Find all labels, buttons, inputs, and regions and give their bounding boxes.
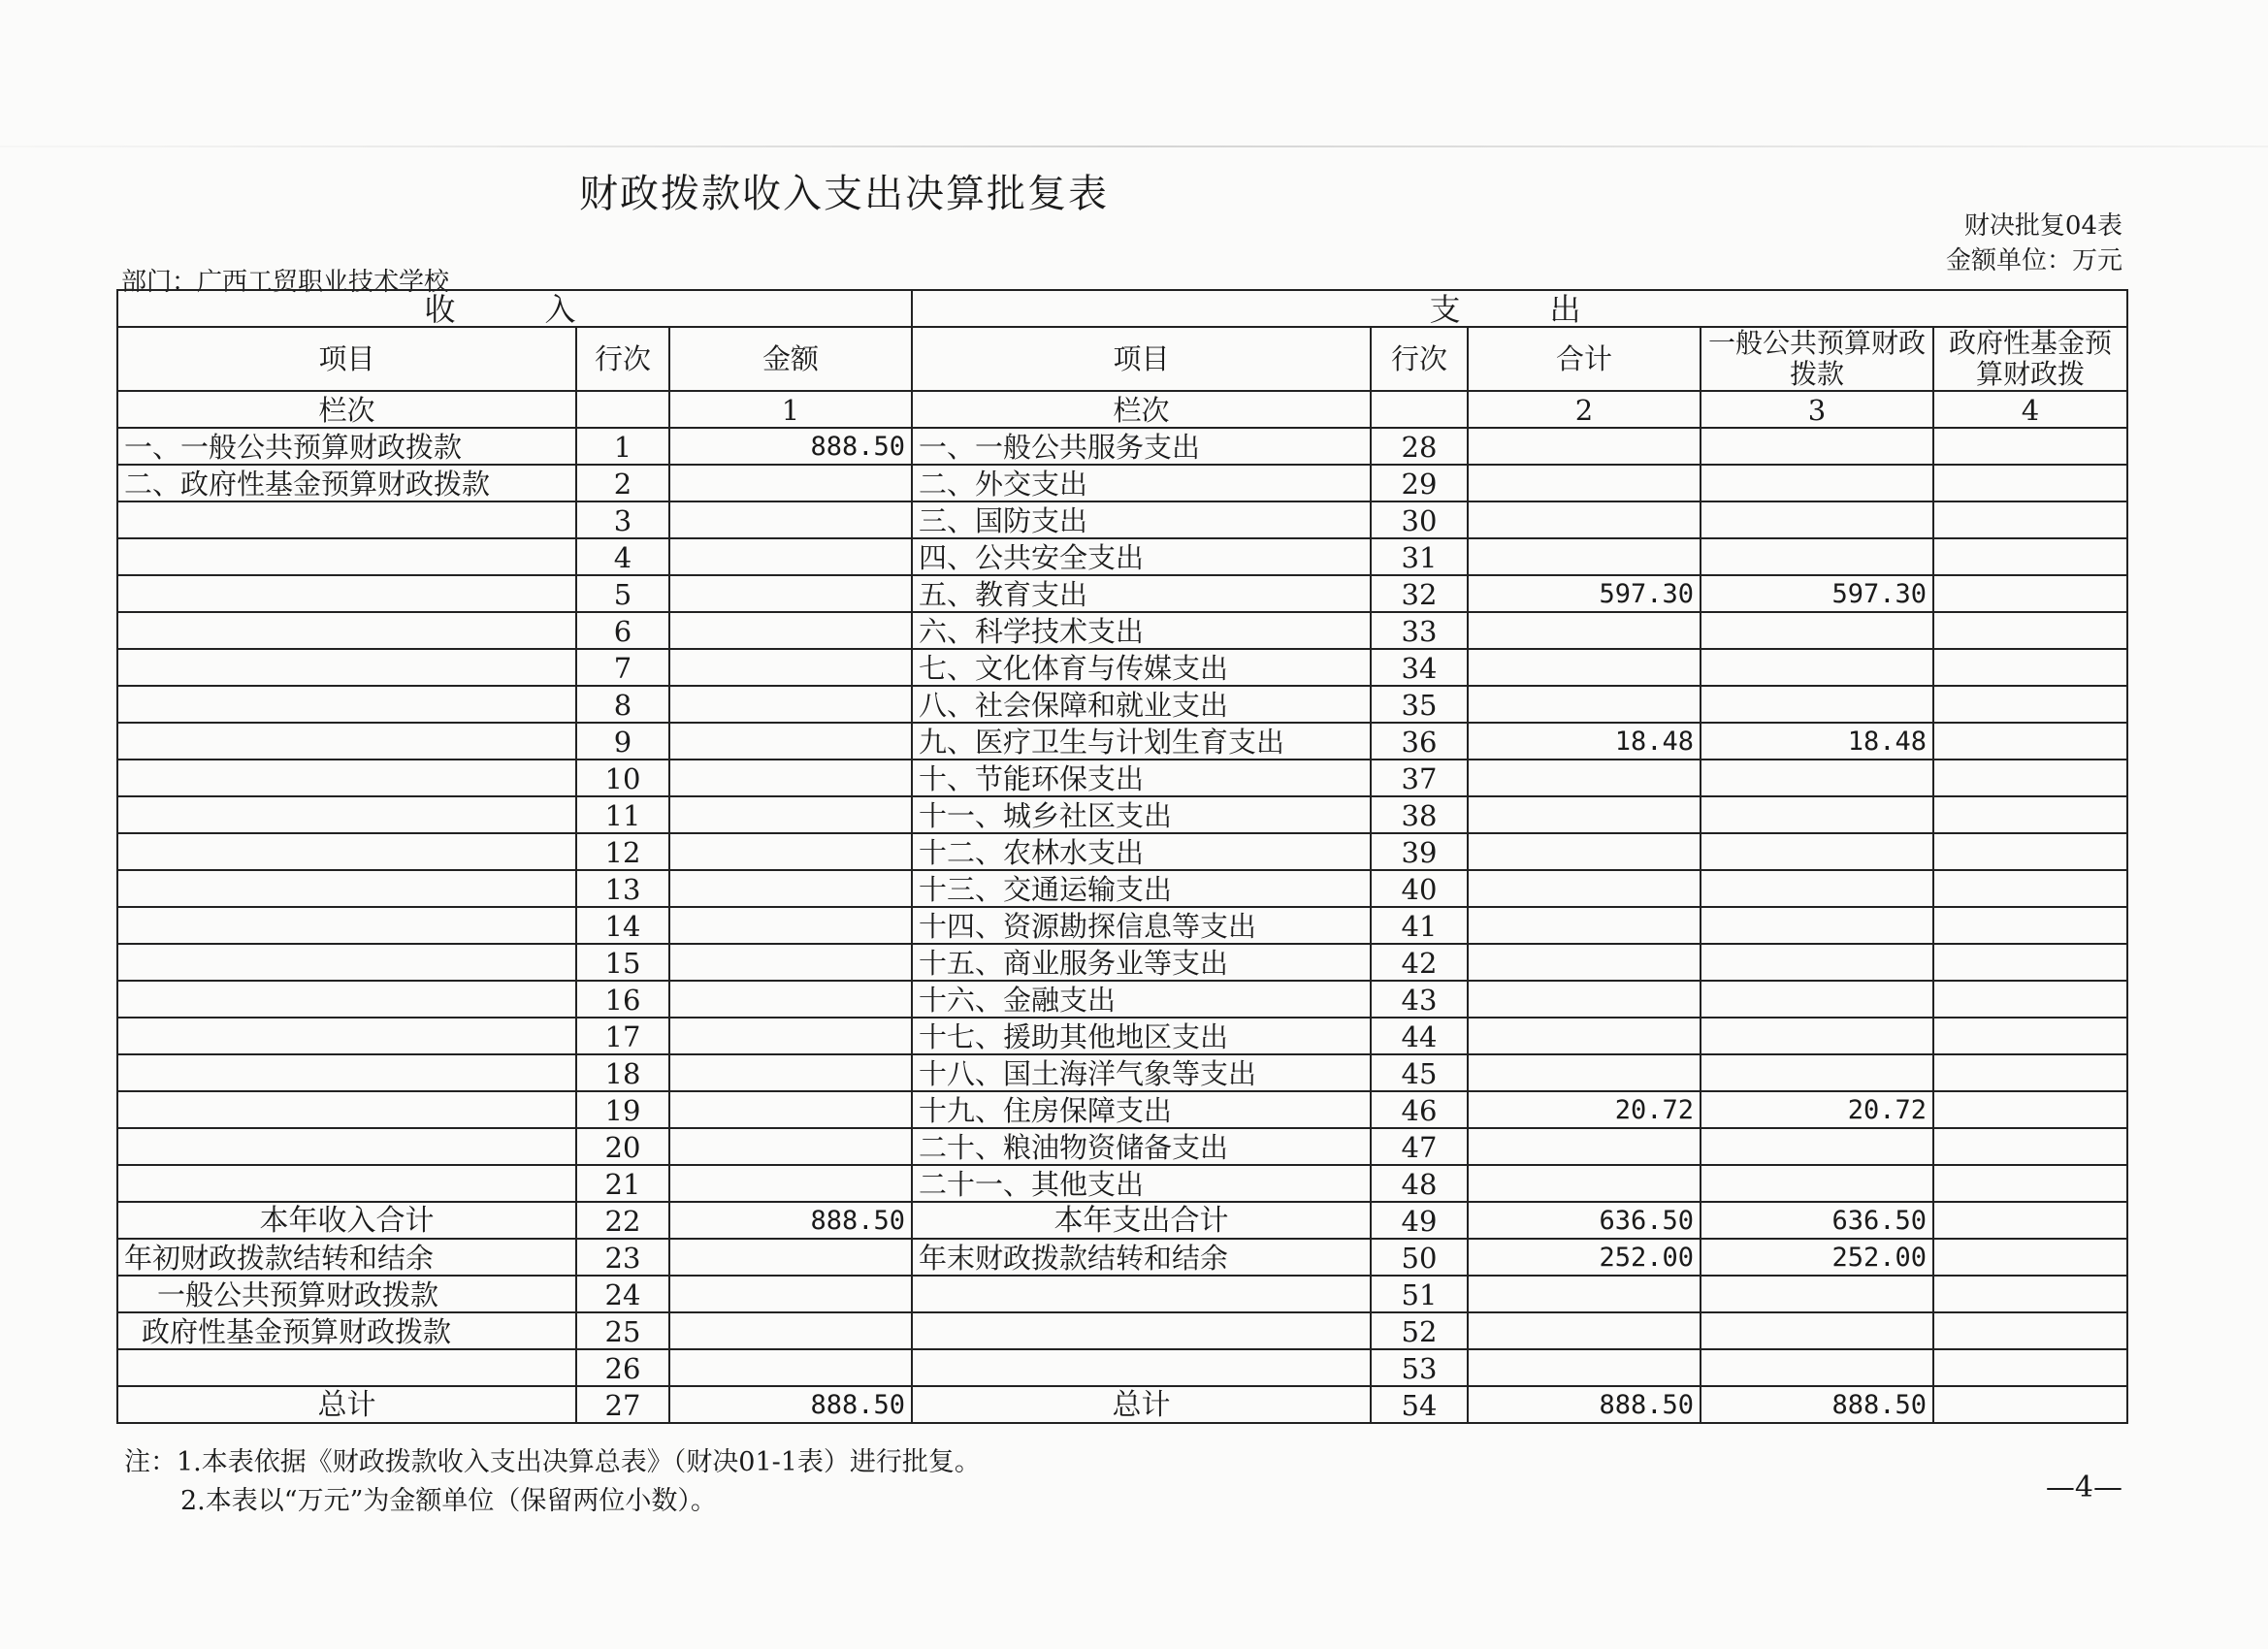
table-row [117,538,2127,575]
table-row [117,1018,2127,1054]
cell-ex-no: 38 [1371,796,1468,833]
income-amount-header: 金额 [669,327,912,391]
carry-out-fund [1933,1239,2127,1276]
cell-in-amt [669,538,912,575]
cell-total: 20.72 [1468,1091,1701,1128]
amount-unit: 金额单位：万元 [1945,246,2122,275]
carry-in-fund-label: 政府性基金预算财政拨款 [117,1312,576,1349]
cell-in-no: 9 [576,723,669,760]
cell-ex-no: 43 [1371,981,1468,1018]
cell-fund [1933,686,2127,723]
cell-in-item [117,907,576,944]
cell-ex-item: 五、教育支出 [912,575,1371,612]
carry-in-general-amount [669,1276,912,1312]
col-number-3: 3 [1701,391,1933,428]
cell-in-item [117,649,576,686]
year-income-total-amount: 888.50 [669,1202,912,1239]
cell-in-no: 17 [576,1018,669,1054]
cell-in-no: 19 [576,1091,669,1128]
cell-total: 18.48 [1468,723,1701,760]
cell-general [1701,686,1933,723]
cell-total [1468,1128,1701,1165]
cell-in-item [117,612,576,649]
cell-ex-no: 45 [1371,1054,1468,1091]
cell-general [1701,833,1933,870]
grand-total-in-no: 27 [576,1386,669,1423]
cell-in-amt [669,501,912,538]
year-expense-total-no: 49 [1371,1202,1468,1239]
table-row [117,686,2127,723]
footnote-2: 2.本表以“万元”为金额单位（保留两位小数）。 [180,1486,717,1516]
cell-fund [1933,907,2127,944]
cell-ex-item: 十三、交通运输支出 [912,870,1371,907]
grand-total-in-amount: 888.50 [669,1386,912,1423]
expense-section-header: 支 出 [912,290,2127,327]
carry-out-general: 252.00 [1701,1239,1933,1276]
cell-total [1468,428,1701,465]
cell-in-no: 6 [576,612,669,649]
cell-in-item [117,1054,576,1091]
cell-general [1701,796,1933,833]
cell-general [1701,944,1933,981]
table-row [117,649,2127,686]
cell-total [1468,649,1701,686]
carry-in-amount [669,1239,912,1276]
cell-general [1701,649,1933,686]
table-row [117,612,2127,649]
cell-general [1701,1054,1933,1091]
carry-out-total: 252.00 [1468,1239,1701,1276]
form-number: 财决批复04表 [1963,211,2122,241]
year-income-total-no: 22 [576,1202,669,1239]
cell-general: 597.30 [1701,575,1933,612]
grand-total-row [117,1386,2127,1423]
cell-in-amt [669,1091,912,1128]
footnotes [124,1443,981,1521]
carry-in-fund-amount [669,1312,912,1349]
carry-fund-row [117,1312,2127,1349]
year-expense-total-label: 本年支出合计 [912,1202,1371,1239]
cell-total [1468,1018,1701,1054]
cell-in-no: 12 [576,833,669,870]
cell-ex-item: 七、文化体育与传媒支出 [912,649,1371,686]
cell-ex-no: 33 [1371,612,1468,649]
cell-in-no: 7 [576,649,669,686]
cell-fund [1933,944,2127,981]
cell-total [1468,981,1701,1018]
table-row [117,1091,2127,1128]
cell-in-no: 2 [576,465,669,501]
cell-in-no: 10 [576,760,669,796]
cell-ex-no: 31 [1371,538,1468,575]
cell-in-no: 11 [576,796,669,833]
cell-general [1701,1128,1933,1165]
cell-ex-item: 九、医疗卫生与计划生育支出 [912,723,1371,760]
cell-fund [1933,649,2127,686]
cell-general [1701,465,1933,501]
cell-in-item [117,538,576,575]
cell-in-no: 16 [576,981,669,1018]
carry-in-general-label: 一般公共预算财政拨款 [117,1276,576,1312]
col-number-1: 1 [669,391,912,428]
col-label-right: 栏次 [912,391,1371,428]
col-number-4: 4 [1933,391,2127,428]
expense-item-header: 项目 [912,327,1371,391]
cell-fund [1933,723,2127,760]
cell-fund [1933,760,2127,796]
cell-fund [1933,538,2127,575]
cell-ex-item: 四、公共安全支出 [912,538,1371,575]
cell-ex-item: 十六、金融支出 [912,981,1371,1018]
cell-ex-no: 28 [1371,428,1468,465]
cell-ex-item: 十五、商业服务业等支出 [912,944,1371,981]
cell-in-item [117,1128,576,1165]
cell-ex-no: 37 [1371,760,1468,796]
cell-ex-item: 二十一、其他支出 [912,1165,1371,1202]
cell-fund [1933,1128,2127,1165]
carry-in-fund-no: 25 [576,1312,669,1349]
cell-total [1468,796,1701,833]
cell-general [1701,981,1933,1018]
col-number-2: 2 [1468,391,1701,428]
income-row-no-header: 行次 [576,327,669,391]
cell-ex-item: 十、节能环保支出 [912,760,1371,796]
cell-ex-no: 47 [1371,1128,1468,1165]
cell-ex-no: 39 [1371,833,1468,870]
table-row [117,501,2127,538]
table-row [117,1054,2127,1091]
cell-general [1701,1165,1933,1202]
cell-in-amt: 888.50 [669,428,912,465]
cell-ex-item: 十七、援助其他地区支出 [912,1018,1371,1054]
cell-general [1701,428,1933,465]
cell-ex-item: 十八、国土海洋气象等支出 [912,1054,1371,1091]
cell-general: 18.48 [1701,723,1933,760]
cell-total [1468,686,1701,723]
grand-total-in-label: 总计 [117,1386,576,1423]
cell-in-item [117,760,576,796]
cell-general [1701,538,1933,575]
cell-in-no: 4 [576,538,669,575]
grand-total-out-label: 总计 [912,1386,1371,1423]
cell-ex-no: 34 [1371,649,1468,686]
table-row [117,907,2127,944]
cell-in-no: 18 [576,1054,669,1091]
cell-fund [1933,428,2127,465]
cell-in-amt [669,944,912,981]
cell-total [1468,538,1701,575]
footnote-1: 注：1.本表依据《财政拨款收入支出决算总表》（财决01-1表）进行批复。 [124,1447,981,1477]
cell-general: 20.72 [1701,1091,1933,1128]
cell-ex-item: 十九、住房保障支出 [912,1091,1371,1128]
cell-total [1468,501,1701,538]
cell-total [1468,833,1701,870]
column-number-row [117,391,2127,428]
cell-in-amt [669,833,912,870]
cell-in-amt [669,1165,912,1202]
cell-ex-item: 十二、农林水支出 [912,833,1371,870]
cell-ex-item: 二、外交支出 [912,465,1371,501]
column-header-row [117,327,2127,391]
cell-fund [1933,612,2127,649]
cell-ex-item: 二十、粮油物资储备支出 [912,1128,1371,1165]
cell-total: 597.30 [1468,575,1701,612]
cell-fund [1933,1091,2127,1128]
cell-in-item [117,944,576,981]
cell-ex-no: 32 [1371,575,1468,612]
cell-fund [1933,870,2127,907]
table-row [117,723,2127,760]
cell-in-amt [669,1018,912,1054]
general-budget-header: 一般公共预算财政拨款 [1701,327,1933,391]
row-52-no: 52 [1371,1312,1468,1349]
cell-in-no: 20 [576,1128,669,1165]
cell-in-amt [669,1128,912,1165]
cell-fund [1933,833,2127,870]
cell-in-amt [669,465,912,501]
cell-fund [1933,575,2127,612]
table-row [117,575,2127,612]
table-row [117,465,2127,501]
cell-in-no: 13 [576,870,669,907]
cell-general [1701,907,1933,944]
cell-general [1701,760,1933,796]
fund-budget-header: 政府性基金预算财政拨 [1933,327,2127,391]
cell-total [1468,944,1701,981]
cell-general [1701,870,1933,907]
table-row [117,1128,2127,1165]
cell-ex-no: 35 [1371,686,1468,723]
cell-ex-item: 八、社会保障和就业支出 [912,686,1371,723]
cell-in-item [117,686,576,723]
cell-fund [1933,796,2127,833]
cell-fund [1933,1165,2127,1202]
table-row [117,981,2127,1018]
cell-in-amt [669,575,912,612]
table-row [117,796,2127,833]
cell-in-amt [669,686,912,723]
cell-total [1468,1054,1701,1091]
income-item-header: 项目 [117,327,576,391]
cell-in-amt [669,796,912,833]
cell-ex-no: 30 [1371,501,1468,538]
page-number: —4— [2045,1471,2122,1504]
total-header: 合计 [1468,327,1701,391]
expense-row-no-header: 行次 [1371,327,1468,391]
cell-fund [1933,1054,2127,1091]
cell-in-no: 3 [576,501,669,538]
row-26-no: 26 [576,1349,669,1386]
carry-out-no: 50 [1371,1239,1468,1276]
cell-in-amt [669,649,912,686]
cell-in-amt [669,760,912,796]
grand-total-out-no: 54 [1371,1386,1468,1423]
year-income-total-label: 本年收入合计 [117,1202,576,1239]
cell-fund [1933,1018,2127,1054]
table-row [117,870,2127,907]
cell-ex-no: 36 [1371,723,1468,760]
carry-in-label: 年初财政拨款结转和结余 [117,1239,576,1276]
cell-in-item [117,501,576,538]
carry-general-row [117,1276,2127,1312]
col-label-left: 栏次 [117,391,576,428]
cell-in-no: 8 [576,686,669,723]
cell-in-item [117,575,576,612]
cell-in-item: 一、一般公共预算财政拨款 [117,428,576,465]
cell-ex-item: 六、科学技术支出 [912,612,1371,649]
cell-total [1468,870,1701,907]
cell-in-no: 21 [576,1165,669,1202]
cell-in-item [117,1165,576,1202]
carry-out-label: 年末财政拨款结转和结余 [912,1239,1371,1276]
cell-ex-no: 44 [1371,1018,1468,1054]
cell-in-amt [669,612,912,649]
cell-total [1468,760,1701,796]
cell-fund [1933,465,2127,501]
cell-in-no: 14 [576,907,669,944]
cell-in-amt [669,1054,912,1091]
row-51-no: 51 [1371,1276,1468,1312]
grand-total-out-general: 888.50 [1701,1386,1933,1423]
budget-table [116,289,2128,1424]
income-section-header: 收 入 [117,290,912,327]
cell-general [1701,612,1933,649]
table-row [117,1165,2127,1202]
cell-in-item: 二、政府性基金预算财政拨款 [117,465,576,501]
carry-in-no: 23 [576,1239,669,1276]
cell-ex-no: 40 [1371,870,1468,907]
cell-in-no: 1 [576,428,669,465]
table-row [117,944,2127,981]
table-row [117,833,2127,870]
cell-total [1468,907,1701,944]
cell-general [1701,501,1933,538]
cell-in-amt [669,907,912,944]
cell-total [1468,465,1701,501]
grand-total-out-total: 888.50 [1468,1386,1701,1423]
blank-row [117,1349,2127,1386]
cell-in-item [117,870,576,907]
cell-ex-no: 46 [1371,1091,1468,1128]
grand-total-out-fund [1933,1386,2127,1423]
cell-fund [1933,501,2127,538]
cell-in-no: 15 [576,944,669,981]
cell-in-no: 5 [576,575,669,612]
cell-general [1701,1018,1933,1054]
cell-in-item [117,796,576,833]
cell-fund [1933,981,2127,1018]
cell-ex-item: 一、一般公共服务支出 [912,428,1371,465]
cell-in-item [117,981,576,1018]
cell-in-amt [669,981,912,1018]
cell-ex-no: 29 [1371,465,1468,501]
cell-ex-no: 42 [1371,944,1468,981]
cell-ex-item: 三、国防支出 [912,501,1371,538]
table-row [117,428,2127,465]
table-row [117,760,2127,796]
year-expense-general: 636.50 [1701,1202,1933,1239]
cell-in-item [117,1091,576,1128]
page-title: 财政拨款收入支出决算批复表 [579,172,1109,216]
year-total-row [117,1202,2127,1239]
cell-in-item [117,1018,576,1054]
cell-ex-no: 41 [1371,907,1468,944]
row-53-no: 53 [1371,1349,1468,1386]
cell-in-amt [669,870,912,907]
carry-in-general-no: 24 [576,1276,669,1312]
cell-in-item [117,723,576,760]
cell-ex-no: 48 [1371,1165,1468,1202]
cell-total [1468,1165,1701,1202]
year-expense-total: 636.50 [1468,1202,1701,1239]
section-header-row [117,290,2127,327]
cell-ex-item: 十一、城乡社区支出 [912,796,1371,833]
cell-total [1468,612,1701,649]
cell-ex-item: 十四、资源勘探信息等支出 [912,907,1371,944]
cell-in-item [117,833,576,870]
carry-over-row [117,1239,2127,1276]
cell-in-amt [669,723,912,760]
year-expense-fund [1933,1202,2127,1239]
department-label: 部门：广西工贸职业技术学校 [121,268,450,297]
